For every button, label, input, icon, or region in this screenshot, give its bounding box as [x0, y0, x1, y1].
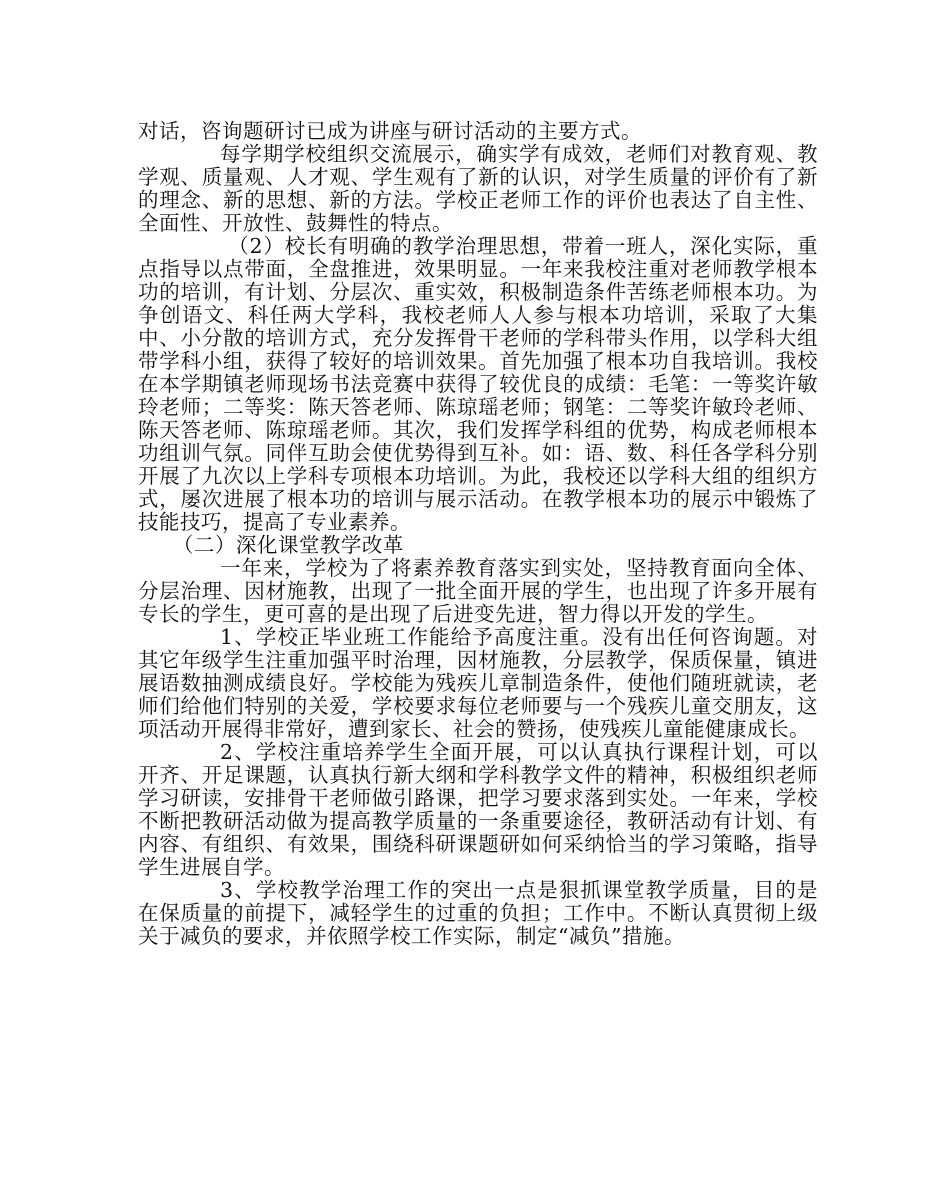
- paragraph-4: 一年来，学校为了将素养教育落实到实处，坚持教育面向全体、分层治理、因材施教，出现了一批全面开展的学生，也出现了许多开展有专长的学生，更可喜的是出现了后进变先进，智力得以开发的学生。: [138, 556, 818, 626]
- paragraph-6: 2、学校注重培养学生全面开展，可以认真执行课程计划，可以开齐、开足课题，认真执行新大纲和学科教学文件的精神，积极组织老师学习研读，安排骨干老师做引路课，把学习要求落到实处。一年来，学校不断把教研活动做为提高教学质量的一条重要途径，教研活动有计划、有内容、有组织、有效果，围绕科研课题研如何采纳恰当的学习策略，指导学生进展自学。: [138, 740, 818, 879]
- paragraph-1: 对话，咨询题研讨已成为讲座与研讨活动的主要方式。: [138, 119, 642, 143]
- paragraph-5: 1、学校正毕业班工作能给予高度注重。没有出任何咨询题。对其它年级学生注重加强平时治理，因材施教，分层教学，保质保量，镇进展语数抽测成绩良好。学校能为残疾儿章制造条件，使他们随班就读，老师们给他们特别的关爱，学校要求每位老师要与一个残疾儿童交朋友，这项活动开展得非常好，遭到家长、社会的赞扬，使残疾儿童能健康成长。: [138, 625, 818, 741]
- document-page: [138, 120, 818, 948]
- paragraph-3: （2）校长有明确的教学治理思想，带着一班人，深化实际，重点指导以点带面，全盘推进，效果明显。一年来我校注重对老师教学根本功的培训，有计划、分层次、重实效，积极制造条件苦练老师根本功。为争创语文、科任两大学科，我校老师人人参与根本功培训，采取了大集中、小分散的培训方式，充分发挥骨干老师的学科带头作用，以学科大组带学科小组，获得了较好的培训效果。首先加强了根本功自我培训。我校在本学期镇老师现场书法竞赛中获得了较优良的成绩：毛笔：一等奖许敏玲老师；二等奖：陈天答老师、陈琼瑶老师；钢笔：二等奖许敏玲老师、陈天答老师、陈琼瑶老师。其次，我们发挥学科组的优势，构成老师根本功组训气氛。同伴互助会使优势得到互补。如：语、数、科任各学科分别开展了九次以上学科专项根本功培训。为此，我校还以学科大组的组织方式，屡次进展了根本功的培训与展示活动。在教学根本功的展示中锻炼了技能技巧，提高了专业素养。: [138, 234, 818, 534]
- paragraph-2: 每学期学校组织交流展示，确实学有成效，老师们对教育观、教学观、质量观、人才观、学生观有了新的认识，对学生质量的评价有了新的理念、新的思想、新的方法。学校正老师工作的评价也表达了自主性、全面性、开放性、鼓舞性的特点。: [138, 142, 818, 235]
- section-heading-2: （二）深化课堂教学改革: [172, 533, 404, 557]
- paragraph-7: 3、学校教学治理工作的突出一点是狠抓课堂教学质量，目的是在保质量的前提下，减轻学生的过重的负担；工作中。不断认真贯彻上级关于减负的要求，并依照学校工作实际，制定“减负”措施。: [138, 878, 818, 948]
